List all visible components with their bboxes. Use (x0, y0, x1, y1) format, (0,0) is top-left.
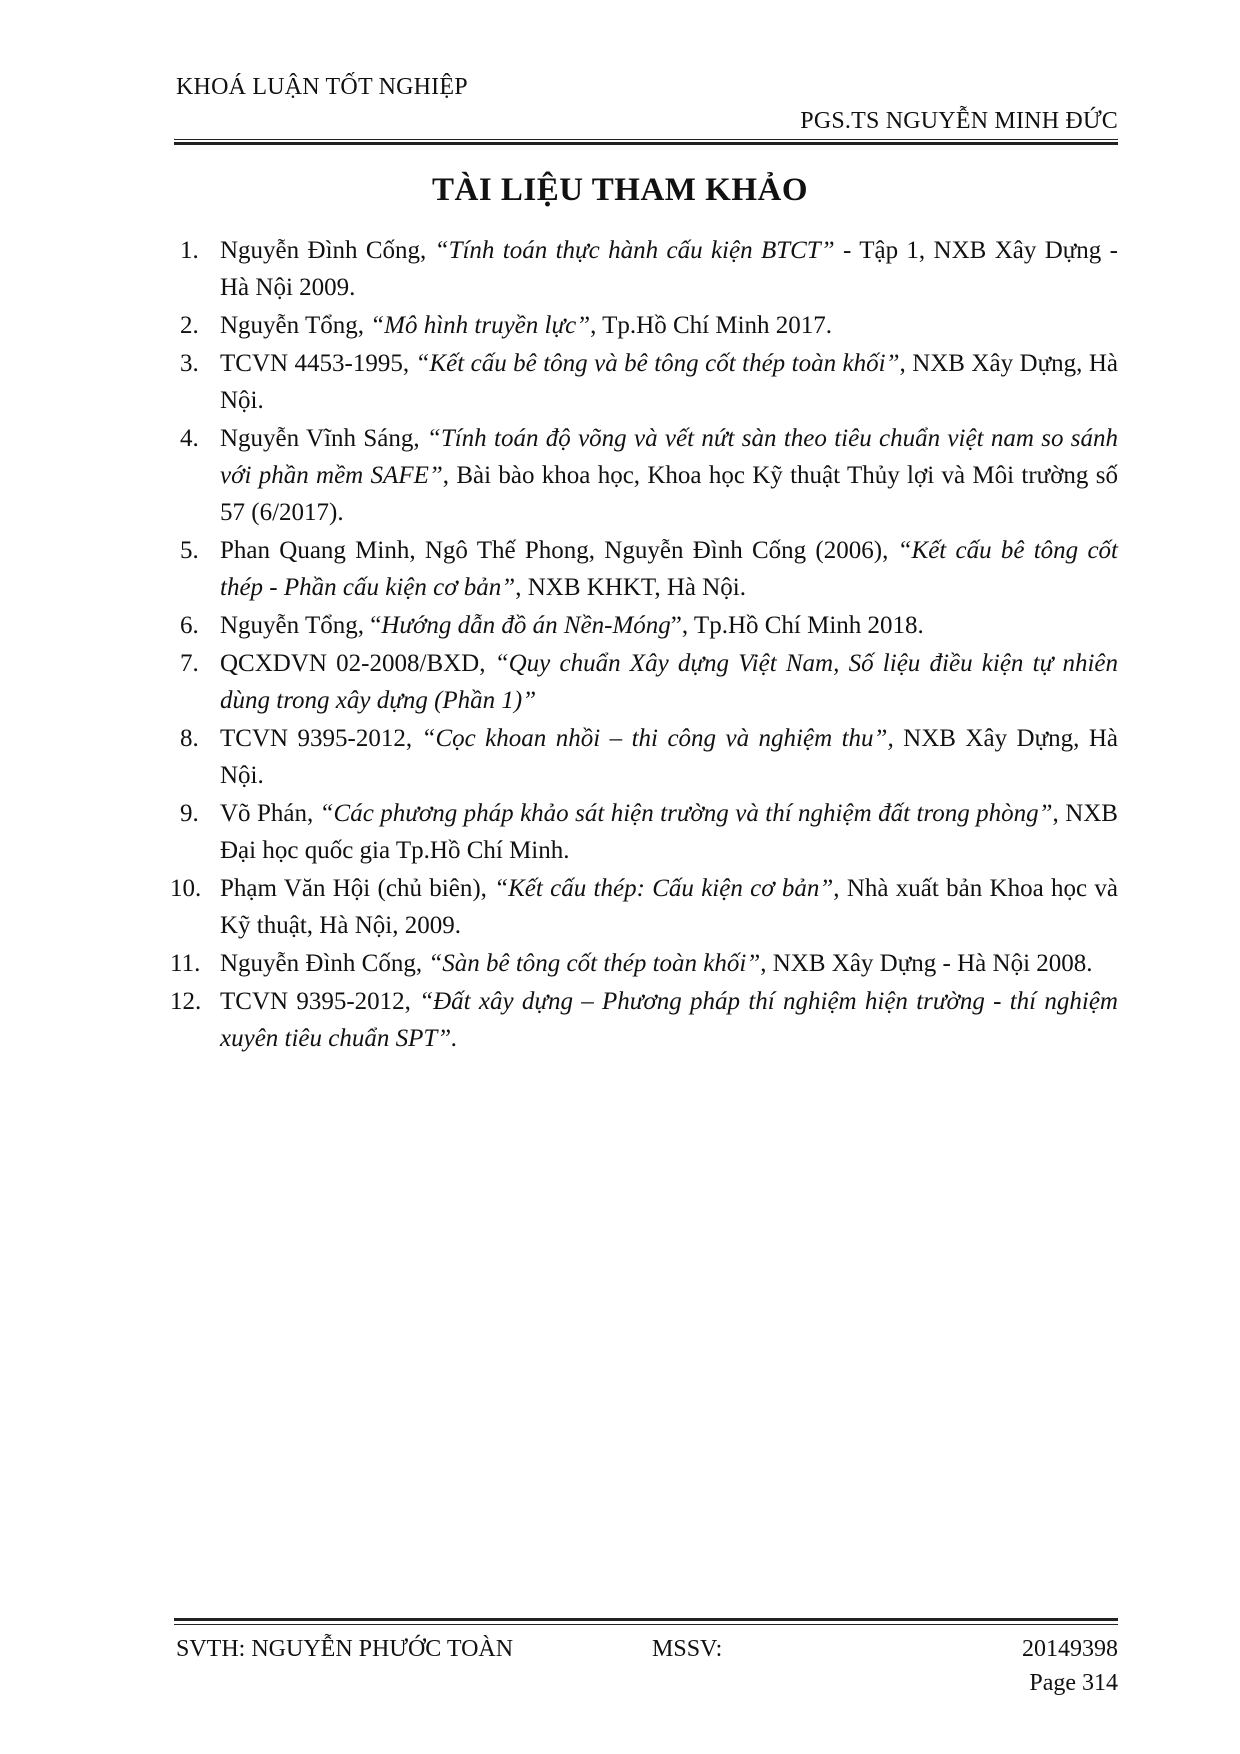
reference-author: Võ Phán, (220, 800, 320, 827)
reference-number: 1. (180, 237, 199, 264)
reference-number: 11. (170, 950, 201, 977)
reference-publisher: , NXB KHKT, Hà Nội. (515, 574, 746, 601)
reference-item (176, 607, 1118, 644)
reference-author: Phạm Văn Hội (chủ biên), (220, 875, 495, 902)
reference-item (176, 720, 1118, 794)
reference-author: TCVN 9395-2012, (220, 988, 420, 1015)
reference-title: “Các phương pháp khảo sát hiện trường và thí nghiệm đất trong phòng” (319, 800, 1053, 827)
header-divider-thin (174, 139, 1118, 140)
reference-number: 4. (180, 425, 199, 452)
reference-publisher: , NXB Xây Dựng, Hà Nội. (220, 350, 1118, 414)
reference-item (176, 645, 1118, 719)
reference-publisher: ”, Tp.Hồ Chí Minh 2018. (670, 612, 924, 639)
reference-number: 6. (180, 612, 199, 639)
reference-item (170, 870, 1119, 944)
reference-publisher: , Bài bào khoa học, Khoa học Kỹ thuật Thủy lợi và Môi trường số 57 (6/2017). (220, 462, 1118, 526)
reference-number: 3. (180, 350, 199, 377)
reference-author: Phan Quang Minh, Ngô Thế Phong, Nguyễn Đình Cống (2006), (220, 537, 898, 564)
footer-divider-thick (174, 1618, 1118, 1621)
reference-item (176, 532, 1118, 606)
reference-author: Nguyễn Đình Cống, (220, 950, 429, 977)
reference-author: TCVN 4453-1995, (220, 350, 416, 377)
reference-item (176, 232, 1118, 306)
reference-number: 8. (180, 725, 199, 752)
footer-mssv-label: MSSV: (652, 1636, 723, 1662)
reference-publisher: NXB Xây Dựng, Hà Nội. (220, 725, 1118, 789)
header-advisor-name: PGS.TS NGUYỄN MINH ĐỨC (800, 108, 1118, 134)
reference-item (170, 945, 1118, 982)
header-thesis-label: KHOÁ LUẬN TỐT NGHIỆP (176, 74, 468, 100)
reference-author: QCXDVN 02-2008/BXD, (220, 650, 495, 677)
header-divider-thick (174, 142, 1118, 145)
footer-divider-thin (174, 1624, 1118, 1625)
reference-number: 5. (180, 537, 199, 564)
page-title: TÀI LIỆU THAM KHẢO (431, 172, 809, 208)
reference-author: Nguyễn Tổng, “ (220, 612, 382, 639)
reference-author: Nguyễn Tổng, (220, 312, 371, 339)
reference-author: TCVN 9395-2012, (220, 725, 422, 752)
reference-title: “Tính toán thực hành cấu kiện BTCT” (434, 237, 835, 264)
reference-publisher: , NXB Đại học quốc gia Tp.Hồ Chí Minh. (220, 800, 1118, 864)
reference-number: 7. (180, 650, 199, 677)
reference-publisher: , NXB Xây Dựng - Hà Nội 2008. (760, 950, 1093, 977)
reference-list (170, 232, 1119, 1058)
reference-author: Nguyễn Vĩnh Sáng, (220, 425, 427, 452)
reference-number: 12. (170, 988, 202, 1015)
reference-title: “Sàn bê tông cốt thép toàn khối” (428, 950, 761, 977)
reference-author: Nguyễn Đình Cống, (220, 237, 435, 264)
footer-student-name: SVTH: NGUYỄN PHƯỚC TOÀN (176, 1636, 514, 1662)
reference-item (176, 345, 1118, 419)
reference-title: “Kết cấu thép: Cấu kiện cơ bản” (494, 875, 834, 902)
reference-item (176, 420, 1118, 531)
reference-title: “Kết cấu bê tông và bê tông cốt thép toàn khối” (415, 350, 900, 377)
reference-title: “Tính toán độ võng và vết nứt sàn theo tiêu chuẩn việt nam so sánh với phần mềm SAFE” (220, 425, 1119, 489)
reference-title: Hướng dẫn đồ án Nền-Móng (381, 612, 671, 639)
reference-item (176, 307, 1118, 344)
reference-publisher: , Tp.Hồ Chí Minh 2017. (590, 312, 833, 339)
reference-number: 9. (180, 800, 199, 827)
reference-publisher: , Nhà xuất bản Khoa học và Kỹ thuật, Hà Nội, 2009. (220, 875, 1119, 939)
reference-title: “Quy chuẩn Xây dựng Việt Nam, Số liệu điều kiện tự nhiên dùng trong xây dựng (Phần 1)” (220, 650, 1119, 714)
reference-number: 2. (180, 312, 199, 339)
reference-publisher: - Tập 1, NXB Xây Dựng - Hà Nội 2009. (220, 237, 1118, 301)
reference-item (170, 983, 1118, 1057)
reference-number: 10. (170, 875, 202, 902)
reference-title: “Mô hình truyền lực” (370, 312, 591, 339)
reference-title: “Đất xây dựng – Phương pháp thí nghiệm hiện trường - thí nghiệm xuyên tiêu chuẩn SPT”. (220, 988, 1118, 1052)
reference-item (176, 795, 1118, 869)
reference-title: “Kết cấu bê tông cốt thép - Phần cấu kiện cơ bản” (220, 537, 1118, 601)
footer-page-number: Page 314 (1029, 1670, 1118, 1696)
footer-student-id: 20149398 (1022, 1636, 1118, 1662)
reference-title: “Cọc khoan nhồi – thi công và nghiệm thu”, (421, 725, 894, 752)
